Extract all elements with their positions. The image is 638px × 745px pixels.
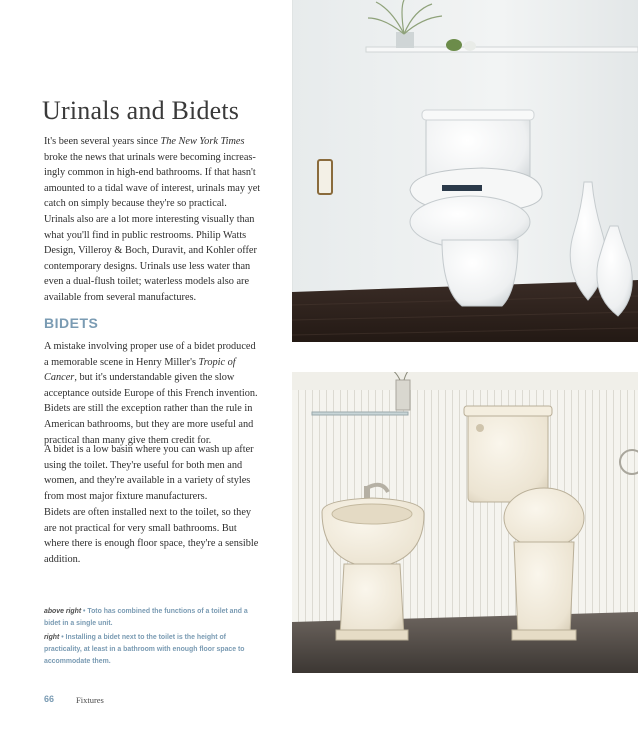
book-title: Tropic of Cancer — [44, 356, 236, 384]
caption-above-right — [44, 606, 259, 630]
running-section-title: Fixtures — [76, 695, 104, 705]
page-number: 66 — [44, 694, 55, 704]
caption-right — [44, 632, 259, 668]
caption-text: • Installing a bidet next to the toilet is the height of practicality, at least in a bathroom with enough floor space to accommodate them. — [44, 634, 245, 665]
urinals-paragraph: Urinals also are a lot more interesting visually than what you'll find in public restrooms. Philip Watts Design, Villeroy & Boch, Duravit, and Kohler offer contemporary designs. Urinals use less water than even a dual-flush toilet; waterless models also are available from several manufactures. — [44, 214, 257, 303]
bidet-placement-paragraph: Bidets are often installed next to the toilet, so they are not practical for very small bathrooms. But where there is enough floor space, they're a sensible addition. — [44, 507, 259, 565]
bidet-and-toilet-photo — [292, 372, 638, 673]
intro-text-end: broke the news that urinals were becoming increas-ingly common in high-end bathrooms. If that hasn't amounted to a tidal wave of interest, urinals may yet catch on simply because they're so practical. — [44, 151, 261, 210]
section-heading-bidets: BIDETS — [44, 315, 99, 331]
intro-paragraph — [44, 134, 262, 212]
bidet-description-paragraph: A bidet is a low basin where you can wash up after using the toilet. They're useful for both men and women, and they're available in a variety of styles from most major fixture manufacturers. — [44, 444, 254, 502]
bidets-intro-paragraph — [44, 339, 262, 448]
bidets-text-end: , but it's understandable given the slow acceptance outside Europe of this French invention. Bidets are still the exception rather than the rule in American bathrooms, but they are more useful and practical than many give them credit for. — [44, 372, 258, 446]
publication-name: The New York Times — [160, 136, 245, 147]
toto-toilet-illustration — [292, 0, 638, 342]
caption-text: • Toto has combined the functions of a toilet and a bidet in a single unit. — [44, 608, 248, 627]
intro-text-start: It's been several years since — [44, 136, 161, 147]
toto-toilet-photo — [292, 0, 638, 342]
bidet-toilet-illustration — [292, 372, 638, 673]
bidets-text-start: A mistake involving proper use of a bidet produced a memorable scene in Henry Miller's — [44, 341, 256, 368]
caption-lead: above right — [44, 608, 82, 615]
page-title: Urinals and Bidets — [42, 96, 240, 125]
caption-lead: right — [44, 634, 60, 641]
